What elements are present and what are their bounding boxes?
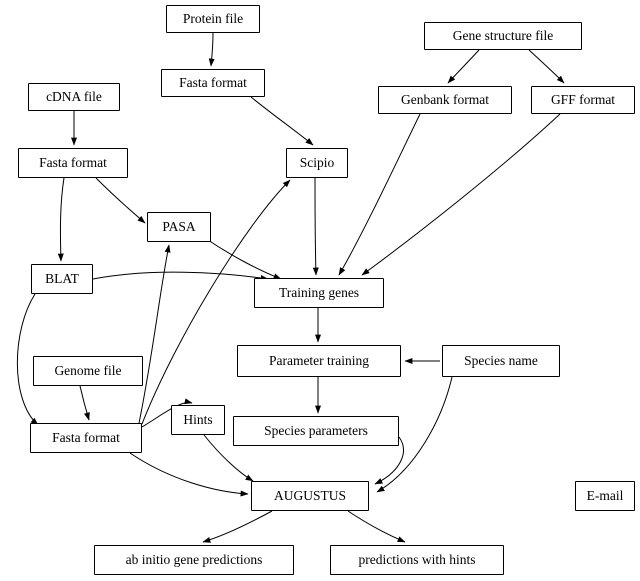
node-fasta-format-genome[interactable] xyxy=(30,423,142,453)
node-gene-structure-file[interactable] xyxy=(424,22,582,50)
node-genbank-format[interactable] xyxy=(378,86,512,114)
node-gff-format[interactable] xyxy=(531,86,635,114)
node-label: Hints xyxy=(183,412,213,428)
edge-augustus-to-abinitio xyxy=(203,511,272,542)
node-label: Parameter training xyxy=(268,353,370,369)
node-species-parameters[interactable] xyxy=(233,416,399,446)
edge-augustus-to-withhints xyxy=(348,511,405,542)
node-label: Fasta format xyxy=(39,155,107,171)
node-label: GFF format xyxy=(550,92,616,108)
edge-fastagenome-to-augustus xyxy=(130,453,248,494)
node-label: Gene structure file xyxy=(452,28,554,44)
node-hints[interactable] xyxy=(171,405,225,435)
node-label: Species name xyxy=(464,353,538,369)
edge-genomefile-to-fastagenome xyxy=(80,386,89,420)
edge-pasa-to-traininggenes xyxy=(205,238,281,279)
node-label: BLAT xyxy=(45,271,79,287)
edge-genestructure-to-genbank xyxy=(448,50,479,83)
edge-fastacdna-to-blat xyxy=(60,178,64,261)
node-genome-file[interactable] xyxy=(33,356,143,386)
node-label: Protein file xyxy=(182,11,244,27)
edge-fastaprotein-to-scipio xyxy=(251,97,313,145)
node-fasta-format-protein[interactable] xyxy=(161,69,265,97)
node-label: Genbank format xyxy=(400,92,490,108)
node-label: Genome file xyxy=(54,363,122,379)
edge-fastagenome-to-pasa xyxy=(139,245,169,423)
edge-gff-to-traininggenes xyxy=(362,114,560,275)
node-fasta-format-cdna[interactable] xyxy=(18,148,128,178)
node-protein-file[interactable] xyxy=(166,5,260,33)
node-label: predictions with hints xyxy=(358,552,476,568)
node-label: PASA xyxy=(162,219,196,235)
node-training-genes[interactable] xyxy=(254,278,384,308)
edge-genbank-to-traininggenes xyxy=(339,114,420,275)
node-pasa[interactable] xyxy=(147,212,211,242)
node-label: E-mail xyxy=(586,488,624,504)
edge-genestructure-to-gff xyxy=(529,50,564,83)
node-label: Scipio xyxy=(299,155,335,171)
node-blat[interactable] xyxy=(31,264,93,294)
edge-fastacdna-to-pasa xyxy=(96,178,145,223)
node-species-name[interactable] xyxy=(442,345,560,377)
node-ab-initio-gene-predictions[interactable] xyxy=(94,545,294,575)
node-label: Species parameters xyxy=(264,423,368,439)
edge-blat-to-traininggenes xyxy=(93,272,268,279)
node-predictions-with-hints[interactable] xyxy=(330,545,504,575)
node-label: cDNA file xyxy=(46,89,102,105)
edge-protein-to-fasta xyxy=(211,33,213,66)
node-scipio[interactable] xyxy=(286,148,348,178)
node-cdna-file[interactable] xyxy=(28,83,120,111)
node-label: AUGUSTUS xyxy=(273,488,346,504)
node-email[interactable] xyxy=(575,481,635,511)
node-label: Fasta format xyxy=(52,430,120,446)
node-label: Fasta format xyxy=(179,75,247,91)
edge-scipio-to-traininggenes xyxy=(315,178,316,275)
node-parameter-training[interactable] xyxy=(237,345,401,377)
node-augustus[interactable] xyxy=(251,481,369,511)
node-label: ab initio gene predictions xyxy=(125,552,263,568)
node-label: Training genes xyxy=(278,285,360,301)
